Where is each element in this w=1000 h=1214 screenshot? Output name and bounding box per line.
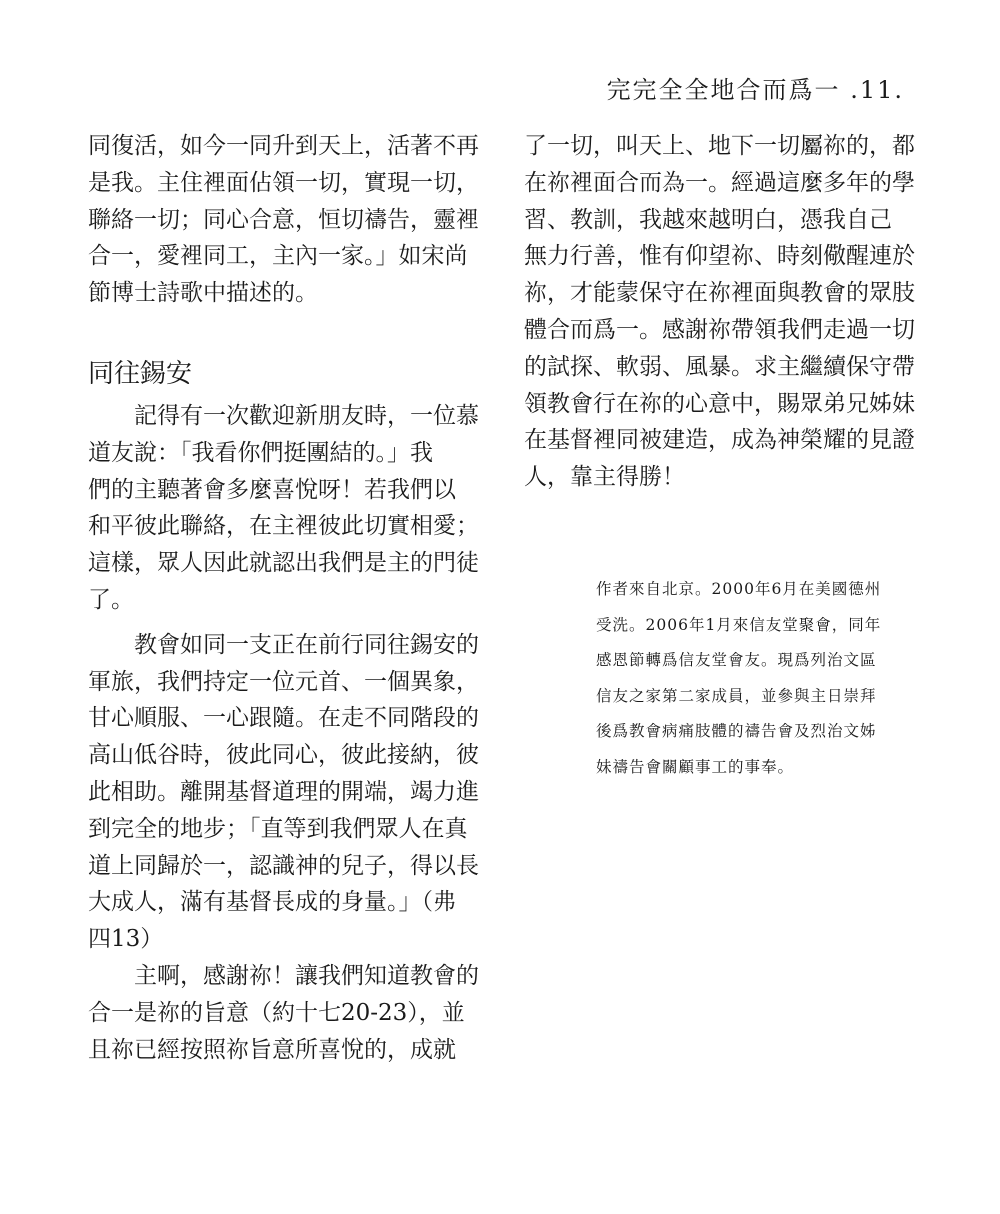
left-column	[88, 128, 484, 1068]
text-line: 同復活，如今一同升到天上，活著不再	[88, 133, 479, 159]
author-note-line: 後爲教會病痛肢體的禱告會及烈治文姊	[596, 722, 877, 741]
author-note-line: 妹禱告會關顧事工的事奉。	[596, 757, 795, 776]
text-line: 教會如同一支正在前行同往錫安的	[134, 631, 479, 658]
text-line: 們的主聽著會多麼喜悅呀！若我們以	[88, 476, 456, 503]
paragraph-2	[88, 627, 484, 958]
text-line: 道上同歸於一，認識神的兒子，得以長	[88, 852, 479, 879]
intro-paragraph	[88, 128, 484, 312]
text-line: 體合而爲一。感謝祢帶領我們走過一切	[524, 316, 915, 343]
section-heading: 同往錫安	[88, 358, 193, 389]
text-line: 習、教訓，我越來越明白，憑我自己	[524, 206, 892, 233]
right-column	[524, 128, 916, 496]
text-line: 人，靠主得勝！	[524, 464, 685, 491]
text-line: 了。	[88, 586, 134, 613]
text-line: 領教會行在祢的心意中，賜眾弟兄姊妹	[524, 390, 915, 417]
paragraph-3	[88, 958, 484, 1068]
text-line: 合一是祢的旨意（約十七20-23），並	[88, 999, 465, 1026]
text-line: 祢，才能蒙保守在祢裡面與教會的眾肢	[524, 280, 915, 307]
text-line: 主啊，感謝祢！讓我們知道教會的	[134, 962, 479, 989]
text-line: 聯絡一切；同心合意，恒切禱告，靈裡	[88, 206, 479, 233]
text-line: 節博士詩歌中描述的。	[88, 280, 318, 307]
text-line: 高山低谷時，彼此同心，彼此接納，彼	[88, 742, 479, 769]
text-line: 合一，愛裡同工，主內一家。」如宋尚	[88, 243, 468, 270]
author-note-line: 作者來自北京。2000年6月在美國德州	[596, 580, 882, 598]
text-line: 是我。主住裡面佔領一切，實現一切，	[88, 169, 479, 196]
text-line: 甘心順服、一心跟隨。在走不同階段的	[88, 705, 479, 732]
page-header: 完完全全地合而爲一 .11.	[606, 76, 904, 104]
text-line: 記得有一次歡迎新朋友時，一位慕	[134, 402, 479, 429]
text-line: 道友說：「我看你們挺團結的。」我	[88, 439, 433, 466]
text-line: 四13）	[88, 926, 164, 953]
text-line: 大成人，滿有基督長成的身量。」（弗	[88, 889, 456, 916]
author-note	[596, 572, 926, 786]
text-line: 和平彼此聯絡，在主裡彼此切實相愛；	[88, 513, 479, 540]
text-line: 無力行善，惟有仰望祢、時刻儆醒連於	[524, 243, 915, 270]
author-note-line: 受洗。2006年1月來信友堂聚會，同年	[596, 615, 882, 634]
text-line: 軍旅，我們持定一位元首、一個異象，	[88, 668, 479, 695]
continued-paragraph	[524, 128, 916, 496]
text-line: 的試探、軟弱、風暴。求主繼續保守帶	[524, 353, 915, 380]
author-note-line: 信友之家第二家成員，並參與主日崇拜	[596, 686, 877, 705]
text-line: 了一切，叫天上、地下一切屬祢的，都	[524, 133, 915, 159]
paragraph-1	[88, 398, 484, 619]
text-line: 這樣，眾人因此就認出我們是主的門徒	[88, 550, 479, 577]
text-line: 在基督裡同被建造，成為神榮耀的見證	[524, 427, 915, 454]
text-line: 在祢裡面合而為一。經過這麼多年的學	[524, 169, 915, 196]
text-line: 此相助。離開基督道理的開端，竭力進	[88, 778, 479, 805]
text-line: 到完全的地步；「直等到我們眾人在真	[88, 815, 468, 842]
author-note-line: 感恩節轉爲信友堂會友。現爲列治文區	[596, 651, 877, 670]
text-line: 且祢已經按照祢旨意所喜悅的，成就	[88, 1036, 456, 1063]
